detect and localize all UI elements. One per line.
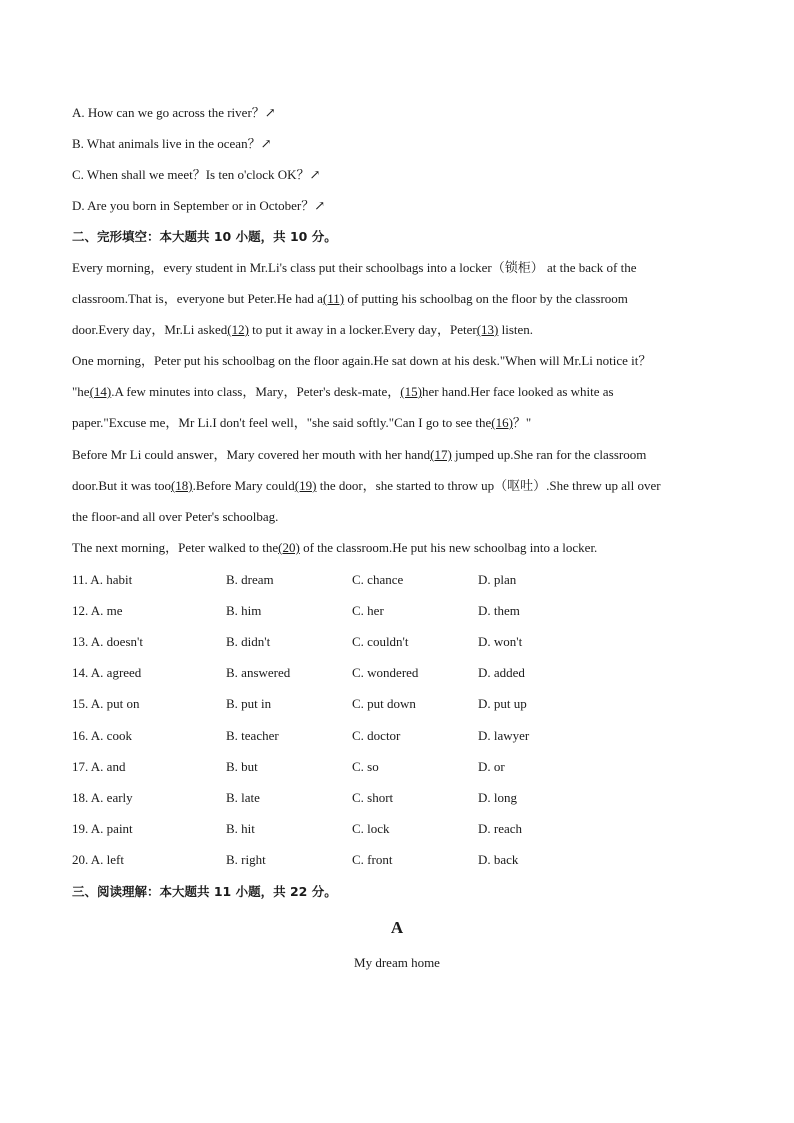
passage-line-8 [72,477,661,495]
option-a: 14. A. agreed [72,665,142,680]
passage-text: door.Every day，Mr.Li asked [72,322,228,337]
option-b: B. late [226,790,260,805]
passage-text: of putting his schoolbag on the floor by the classroom [344,291,628,306]
option-d: D. plan [478,572,517,587]
passage-text: classroom.That is，everyone but Peter.He had a [72,291,323,306]
option-d: D. reach [478,821,523,836]
section-3-heading: 三、阅读理解：本大题共 11 小题，共 22 分。 [72,884,337,899]
passage-line-7 [72,446,646,464]
passage-text: the door，she started to throw up（呕吐）.She threw up all over [316,478,661,493]
passage-text: to put it away in a locker.Every day，Peter [248,322,477,337]
option-d-line: D. Are you born in September or in October？↗ [72,198,326,213]
option-a: 17. A. and [72,759,126,774]
blank-12: (12) [227,322,249,337]
option-a: 20. A. left [72,852,124,867]
option-b: B. dream [226,572,274,587]
section-letter: A [390,918,404,937]
option-c: C. her [352,603,384,618]
question-row-15 [72,695,692,713]
passage-line-1: Every morning，every student in Mr.Li's class put their schoolbags into a locker（锁柜） at the back of the [72,260,637,275]
passage-line-5 [72,383,614,401]
blank-20: (20) [278,540,300,555]
question-row-16 [72,727,692,745]
option-d: D. them [478,603,520,618]
blank-14: (14) [89,384,112,399]
option-b: B. him [226,603,262,618]
passage-text: The next morning，Peter walked to the [72,540,279,555]
option-a: 12. A. me [72,603,123,618]
passage-line-4: One morning，Peter put his schoolbag on the floor again.He sat down at his desk."When will Mr.Li notice it？ [72,353,652,368]
question-row-19 [72,820,692,838]
option-b: B. put in [226,696,272,711]
passage-line-3 [72,321,533,339]
option-c-line: C. When shall we meet？Is ten o'clock OK？↗ [72,167,321,182]
option-c: C. front [352,852,393,867]
option-b: B. right [226,852,266,867]
option-c: C. doctor [352,728,401,743]
blank-19: (19) [294,478,317,493]
passage-line-9: the floor-and all over Peter's schoolbag. [72,509,279,524]
option-a: 16. A. cook [72,728,132,743]
question-row-13 [72,633,692,651]
option-d: D. put up [478,696,527,711]
passage-text: door.But it was too [72,478,171,493]
option-a: 11. A. habit [72,572,133,587]
passage-title: My dream home [354,955,440,970]
passage-text: paper."Excuse me，Mr Li.I don't feel well，"she said softly."Can I go to see the [72,415,492,430]
passage-text: her hand.Her face looked as white as [421,384,614,399]
section-2-heading: 二、完形填空：本大题共 10 小题，共 10 分。 [72,229,337,244]
blank-17: (17) [430,447,452,462]
option-c: C. so [352,759,379,774]
option-a: 13. A. doesn't [72,634,143,649]
question-row-20 [72,851,692,869]
option-c: C. short [352,790,394,805]
passage-text: jumped up.She ran for the classroom [451,447,647,462]
option-c: C. wondered [352,665,419,680]
option-d: D. back [478,852,519,867]
option-d: D. lawyer [478,728,530,743]
question-row-18 [72,789,692,807]
option-d: D. long [478,790,517,805]
question-row-11 [72,571,692,589]
passage-text: listen. [498,322,534,337]
passage-text: .A few minutes into class，Mary，Peter's desk-mate， [111,384,401,399]
passage-text: Before Mr Li could answer，Mary covered her mouth with her hand [72,447,431,462]
option-a-line: A. How can we go across the river？↗ [72,105,276,120]
option-d: D. won't [478,634,523,649]
blank-18: (18) [170,478,193,493]
option-d: D. or [478,759,505,774]
passage-line-2 [72,290,628,308]
option-b: B. didn't [226,634,271,649]
option-c: C. lock [352,821,390,836]
option-a: 15. A. put on [72,696,140,711]
option-c: C. chance [352,572,404,587]
option-b: B. teacher [226,728,279,743]
option-b-line: B. What animals live in the ocean？↗ [72,136,272,151]
question-row-12 [72,602,692,620]
passage-text: ？" [512,415,532,430]
blank-16: (16) [491,415,513,430]
option-b: B. but [226,759,258,774]
passage-text: .Before Mary could [192,478,295,493]
option-b: B. answered [226,665,291,680]
option-b: B. hit [226,821,255,836]
option-c: C. put down [352,696,416,711]
option-d: D. added [478,665,525,680]
passage-line-6 [72,414,531,432]
blank-15: (15) [400,384,422,399]
passage-line-10 [72,539,597,557]
question-row-14 [72,664,692,682]
option-c: C. couldn't [352,634,409,649]
passage-text: of the classroom.He put his new schoolbag into a locker. [299,540,598,555]
question-row-17 [72,758,692,776]
option-a: 19. A. paint [72,821,133,836]
passage-text: "he [72,384,90,399]
blank-11: (11) [322,291,345,306]
blank-13: (13) [476,322,499,337]
option-a: 18. A. early [72,790,133,805]
